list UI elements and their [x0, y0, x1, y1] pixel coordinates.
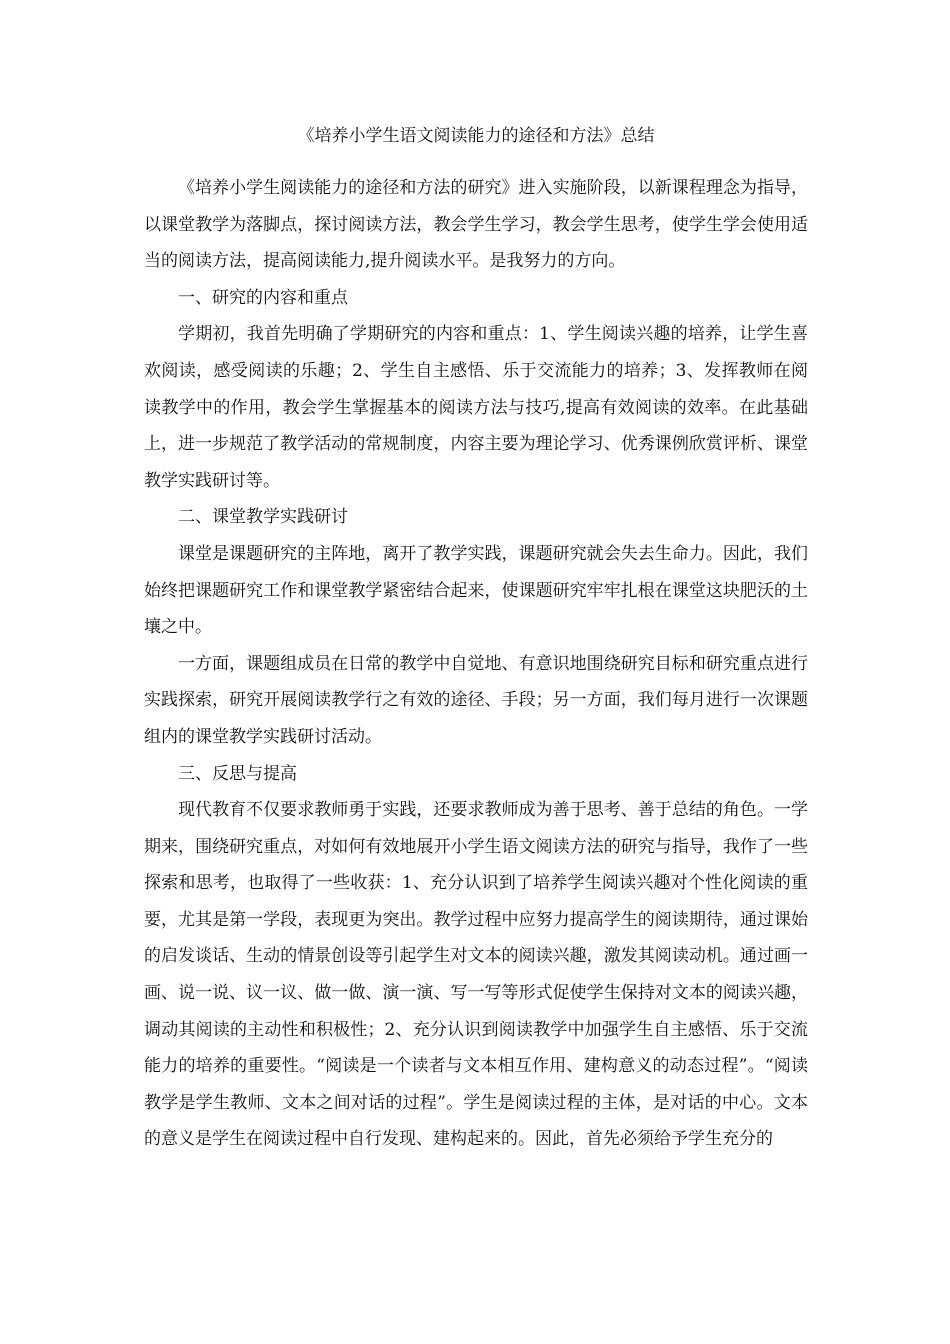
document-body: [144, 118, 808, 1158]
section-heading-2: 二、课堂教学实践研讨: [178, 507, 348, 528]
section-heading-3: 三、反思与提高: [178, 763, 297, 784]
section-2-paragraph-1: 课堂是课题研究的主阵地，离开了教学实践，课题研究就会失去生命力。因此，我们始终把课题研究工作和课堂教学紧密结合起来，使课题研究牢牢扎根在课堂这块肥沃的土壤之中。: [144, 543, 808, 638]
section-3-paragraph: 现代教育不仅要求教师勇于实践，还要求教师成为善于思考、善于总结的角色。一学期来，围绕研究重点，对如何有效地展开小学生语文阅读方法的研究与指导，我作了一些探索和思考，也取得了一些收获：1、充分认识到了培养学生阅读兴趣对个性化阅读的重要，尤其是第一学段，表现更为突出。教学过程中应努力提高学生的阅读期待，通过课始的启发谈话、生动的情景创设等引起学生对文本的阅读兴趣，激发其阅读动机。通过画一画、说一说、议一议、做一做、演一演、写一写等形式促使学生保持对文本的阅读兴趣，调动其阅读的主动性和积极性；2、充分认识到阅读教学中加强学生自主感悟、乐于交流能力的培养的重要性。“阅读是一个读者与文本相互作用、建构意义的动态过程”。“阅读教学是学生教师、文本之间对话的过程”。学生是阅读过程的主体，是对话的中心。文本的意义是学生在阅读过程中自行发现、建构起来的。因此，首先必须给予学生充分的: [144, 800, 808, 1150]
intro-paragraph: 《培养小学生阅读能力的途径和方法的研究》进入实施阶段，以新课程理念为指导，以课堂教学为落脚点，探讨阅读方法，教会学生学习，教会学生思考，使学生学会使用适当的阅读方法，提高阅读能力,提升阅读水平。是我努力的方向。: [144, 178, 808, 272]
section-1-paragraph: 学期初，我首先明确了学期研究的内容和重点：1、学生阅读兴趣的培养，让学生喜欢阅读，感受阅读的乐趣；2、学生自主感悟、乐于交流能力的培养；3、发挥教师在阅读教学中的作用，教会学生掌握基本的阅读方法与技巧,提高有效阅读的效率。在此基础上，进一步规范了教学活动的常规制度，内容主要为理论学习、优秀课例欣赏评析、课堂教学实践研讨等。: [144, 324, 808, 491]
section-2-paragraph-2: 一方面，课题组成员在日常的教学中自觉地、有意识地围绕研究目标和研究重点进行实践探索，研究开展阅读教学行之有效的途径、手段；另一方面，我们每月进行一次课题组内的课堂教学实践研讨活动。: [144, 653, 808, 747]
document-title: 《培养小学生语文阅读能力的途径和方法》总结: [297, 126, 655, 146]
section-heading-1: 一、研究的内容和重点: [178, 287, 348, 308]
